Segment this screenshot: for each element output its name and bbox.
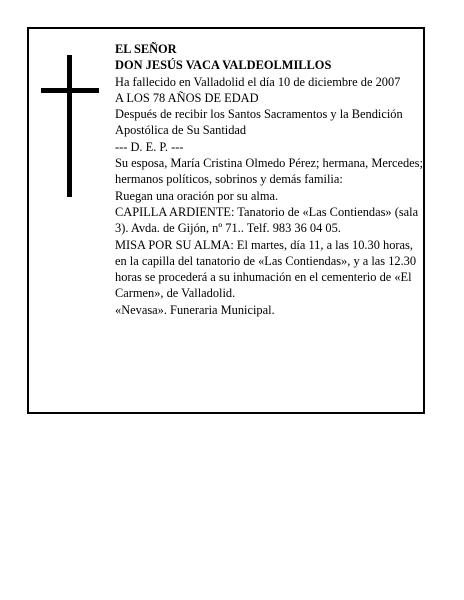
age-line: A LOS 78 AÑOS DE EDAD [115, 90, 259, 105]
death-info: Ha fallecido en Valladolid el día 10 de diciembre de 2007 [115, 74, 401, 89]
notice-title-line-1: EL SEÑOR [115, 42, 177, 56]
prayer-line: Ruegan una oración por su alma. [115, 188, 279, 203]
deceased-name: DON JESÚS VACA VALDEOLMILLOS [115, 58, 332, 73]
notice-text [115, 41, 423, 318]
sacraments-line: Después de recibir los Santos Sacramentos y la Bendición Apostólica de Su Santidad [115, 107, 403, 138]
mass-line: MISA POR SU ALMA: El martes, día 11, a las 10.30 horas, en la capilla del tanatorio de «Las Contiendas», y a las 12.30 horas se procederá a su inhumación en el cementerio de «El Carmen», de Valladolid. [115, 237, 417, 301]
cross-vertical-bar [67, 55, 72, 197]
family-line: Su esposa, María Cristina Olmedo Pérez; hermana, Mercedes; hermanos políticos, sobrinos y demás familia: [115, 156, 423, 187]
latin-cross-icon [41, 55, 99, 197]
funeral-home-line: «Nevasa». Funeraria Municipal. [115, 302, 275, 317]
obituary-notice [27, 27, 425, 414]
rip-line: --- D. E. P. --- [115, 139, 184, 154]
cross-horizontal-bar [41, 88, 99, 93]
chapel-line: CAPILLA ARDIENTE: Tanatorio de «Las Contiendas» (sala 3). Avda. de Gijón, nº 71.. Telf. 983 36 04 05. [115, 204, 419, 236]
